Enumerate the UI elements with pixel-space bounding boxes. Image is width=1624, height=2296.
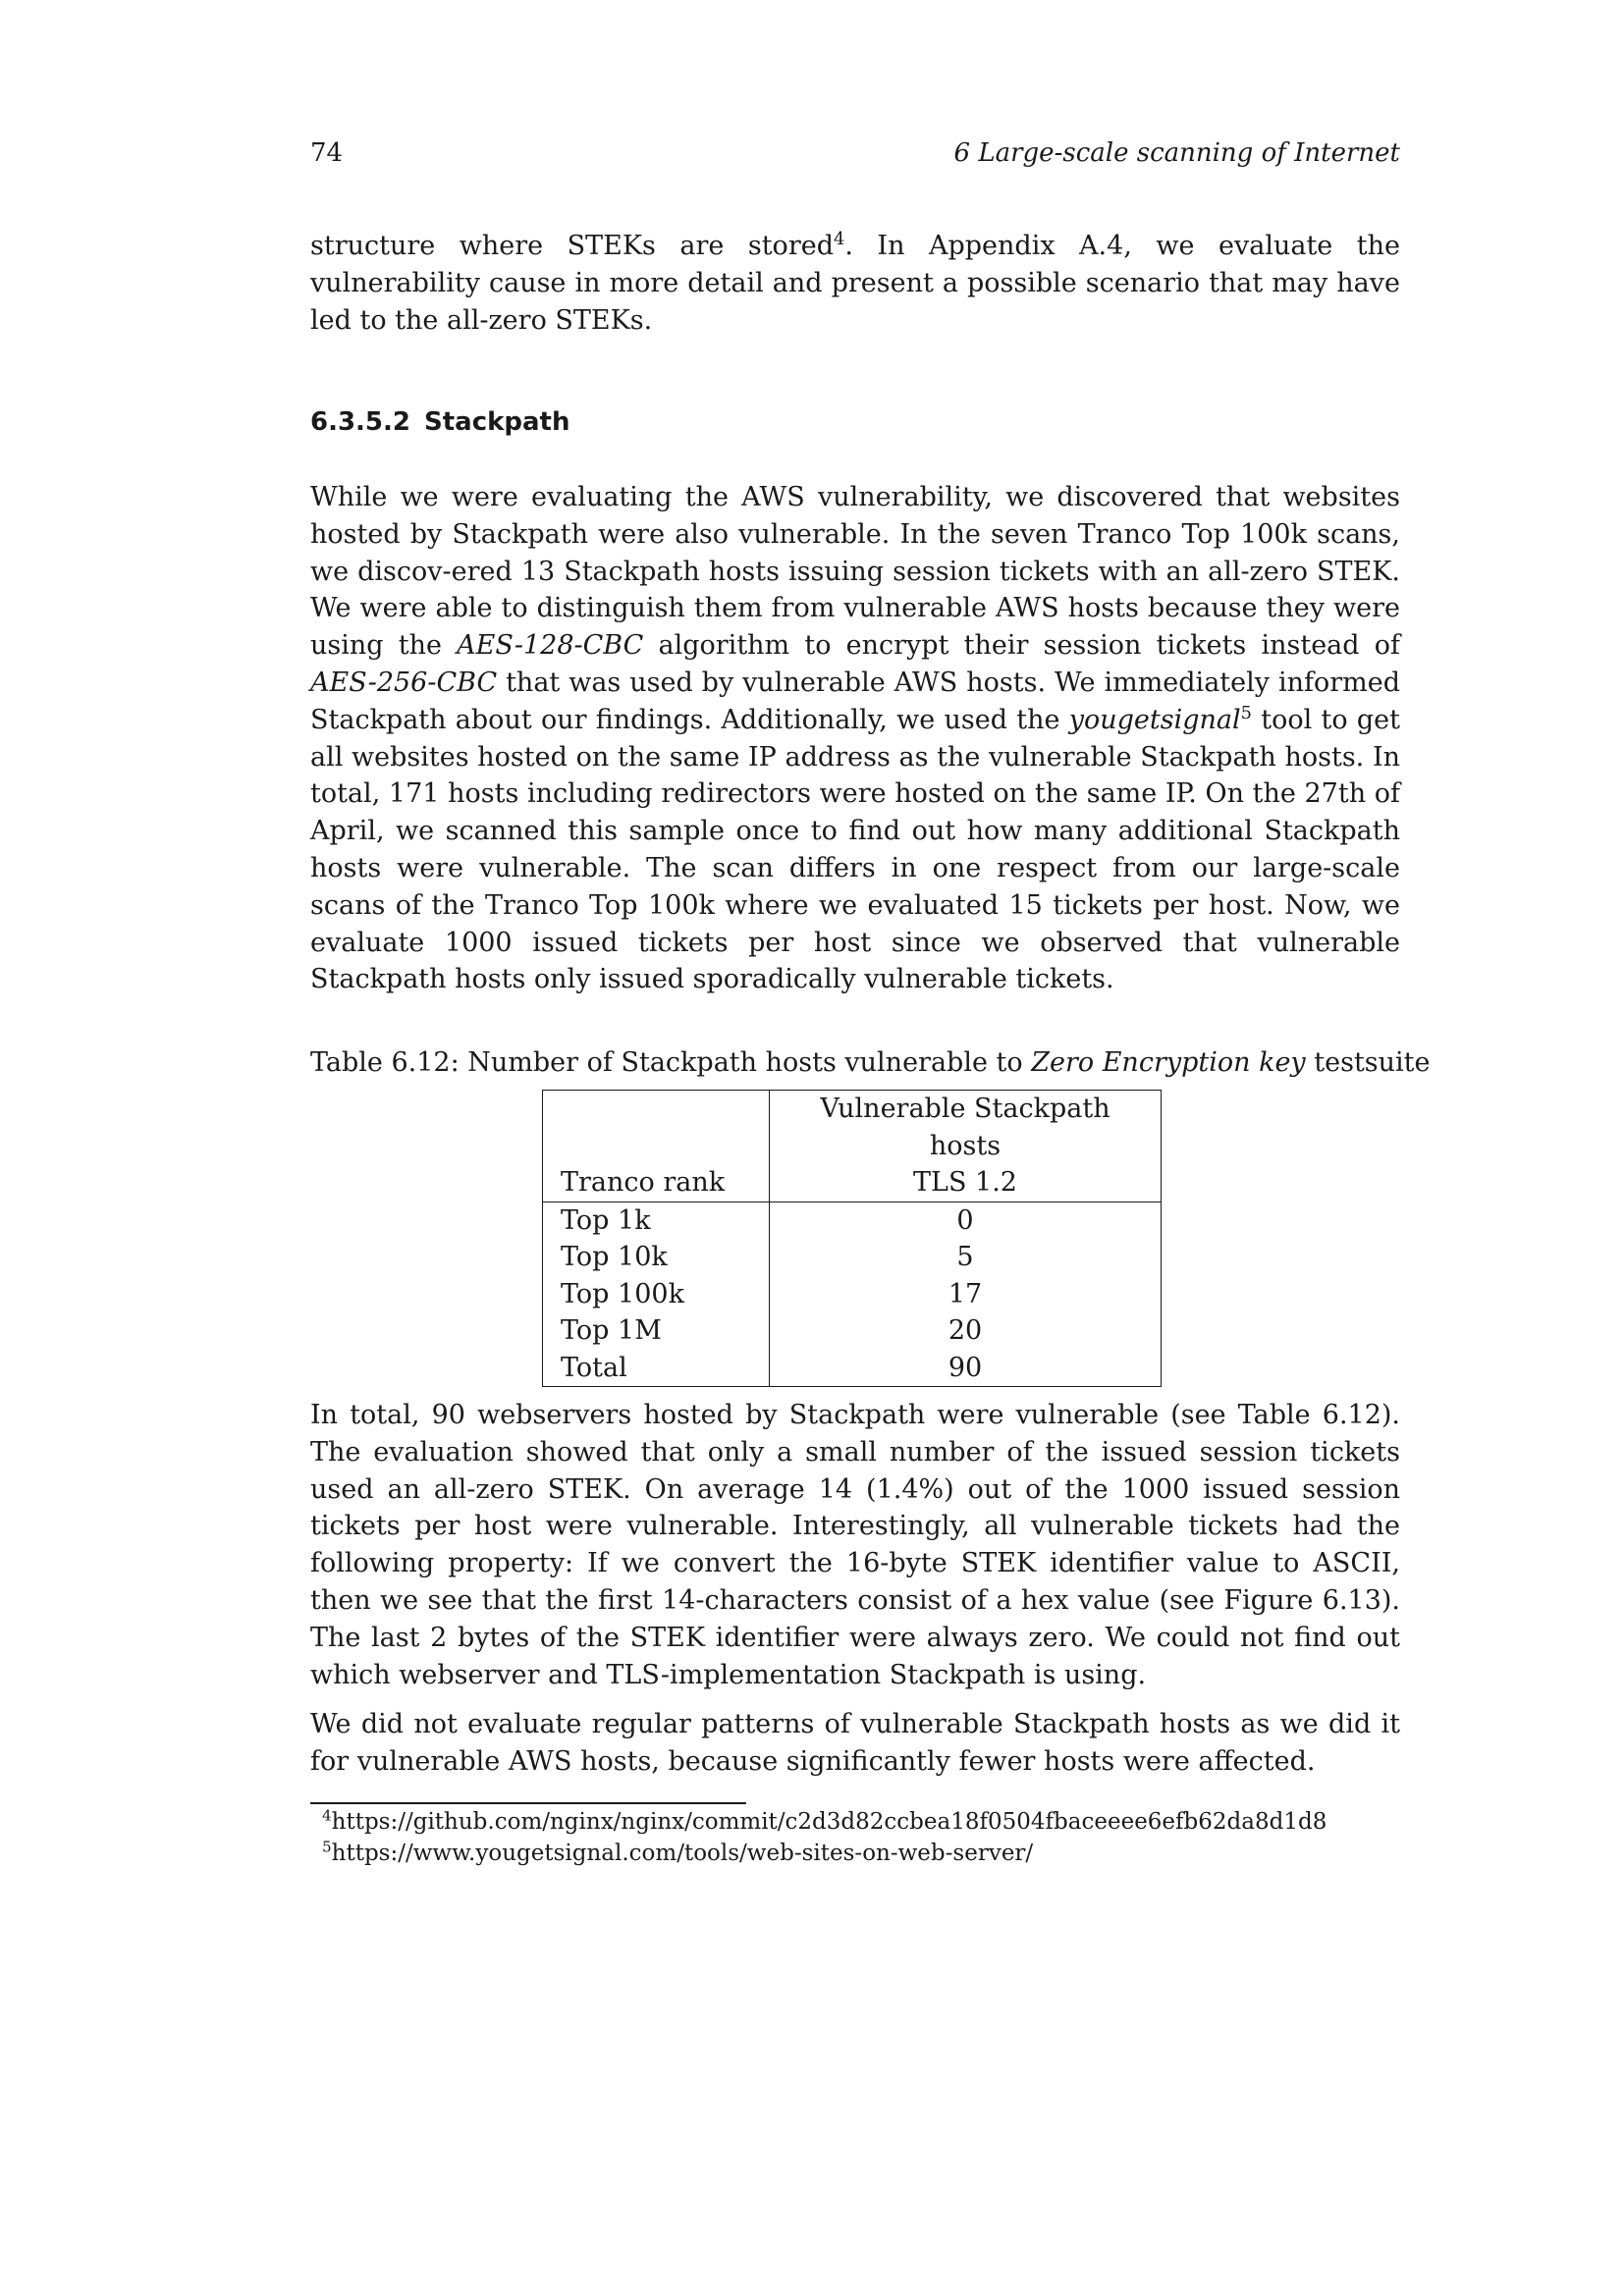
table-cell-value: 20: [947, 1315, 983, 1346]
footnote-ref-5[interactable]: 5: [1240, 702, 1252, 723]
footnote-rule: [310, 1802, 746, 1804]
table-row: [543, 1276, 1162, 1313]
para2-em-tool: yougetsignal: [1068, 704, 1241, 735]
footnote-link[interactable]: https://www.yougetsignal.com/tools/web-sites-on-web-server/: [331, 1841, 1034, 1866]
footnote-link[interactable]: https://github.com/nginx/nginx/commit/c2d3d82ccbea18f0504fbaceeee6efb62da8d1d8: [331, 1809, 1327, 1835]
paragraph-results: In total, 90 webservers hosted by Stackpath were vulnerable (see Table 6.12). The evaluation showed that only a small number of the issued session tickets used an all-zero STEK. On average 14 (1.4%) out of the 1000 issued session tickets per host were vulnerable. Interestingly, all vulnerable tickets had the following property: If we convert the 16-byte STEK identifier value to ASCII, then we see that the first 14-characters consist of a hex value (see Figure 6.13). The last 2 bytes of the STEK identifier were always zero. We could not find out which webserver and TLS-implementation Stackpath is using.: [310, 1400, 1400, 1690]
table-cell-rank: Top 100k: [543, 1276, 770, 1313]
table-cell-value: 0: [956, 1204, 974, 1236]
table-row: [543, 1350, 1162, 1387]
section-heading: [310, 402, 570, 442]
footnote-mark: 5: [322, 1838, 332, 1856]
section-title: Stackpath: [424, 407, 570, 437]
footnote-5: [322, 1838, 1326, 1869]
table-row: [543, 1312, 1162, 1350]
caption-em: Zero Encryption key: [1031, 1047, 1306, 1078]
footnote-ref-4[interactable]: 4: [833, 229, 845, 249]
caption-prefix: Table 6.12: Number of Stackpath hosts vulnerable to: [310, 1047, 1032, 1078]
table-caption: [310, 1044, 1431, 1082]
table-header-blank: [543, 1091, 770, 1165]
para2-text-c: that was used by vulnerable AWS hosts. We immediately informed Stackpath about our findings. Additionally, we used the: [310, 667, 1400, 735]
table-header-group: Vulnerable Stackpath hosts: [820, 1094, 1110, 1161]
para1-text-b: . In Appendix A.4, we evaluate the vulnerability cause in more detail and present a possible scenario that may have led to the all-zero STEKs.: [310, 231, 1400, 336]
para2-text-d: tool to get all websites hosted on the same IP address as the vulnerable Stackpath hosts. In total, 171 hosts including redirectors were hosted on the same IP. On the 27th of April, we scanned this sample once to find out how many additional Stackpath hosts were vulnerable. The scan differs in one respect from our large-scale scans of the Tranco Top 100k where we evaluated 15 tickets per host. Now, we evaluate 1000 issued tickets per host since we observed that vulnerable Stackpath hosts only issued sporadically vulnerable tickets.: [310, 704, 1400, 995]
page-number: 74: [310, 138, 344, 168]
table-cell-rank: Top 1k: [543, 1201, 770, 1239]
para2-text-a: While we were evaluating the AWS vulnerability, we discovered that websites hosted by Stackpath were also vulnerable. In the seven Tranco Top 100k scans, we discov-ered 13 Stackpath hosts issuing session tickets with an all-zero STEK. We were able to distinguish them from vulnerable AWS hosts because they were using the: [310, 482, 1400, 662]
paragraph-stackpath: [310, 479, 1400, 998]
table-cell-rank: Top 1M: [543, 1312, 770, 1350]
table-cell-value: 17: [947, 1278, 983, 1309]
paragraph-conclusion: We did not evaluate regular patterns of vulnerable Stackpath hosts as we did it for vulnerable AWS hosts, because significantly fewer hosts were affected.: [310, 1709, 1400, 1777]
table-cell-rank: Total: [543, 1350, 770, 1387]
running-header: [310, 133, 1400, 173]
section-number: 6.3.5.2: [310, 407, 410, 437]
para2-em-aes256: AES-256-CBC: [310, 667, 498, 698]
table-header-tls: TLS 1.2: [770, 1164, 1162, 1201]
footnotes: [322, 1806, 1326, 1869]
table-cell-value: 90: [947, 1352, 983, 1383]
table-header-rank: Tranco rank: [543, 1164, 770, 1201]
table-row: [543, 1239, 1162, 1276]
results-table: [542, 1090, 1162, 1387]
footnote-mark: 4: [322, 1806, 332, 1825]
para1-text-a: structure where STEKs are stored: [310, 231, 834, 261]
para2-em-aes128: AES-128-CBC: [457, 630, 644, 662]
paragraph-intro: [310, 228, 1400, 339]
footnote-4: [322, 1806, 1326, 1838]
table-cell-value: 5: [956, 1242, 974, 1272]
table-row: [543, 1201, 1162, 1239]
caption-suffix: testsuite: [1305, 1047, 1431, 1078]
para2-text-b: algorithm to encrypt their session tickets instead of: [643, 630, 1401, 662]
chapter-title: 6 Large-scale scanning of Internet: [953, 138, 1400, 168]
table-cell-rank: Top 10k: [543, 1239, 770, 1276]
